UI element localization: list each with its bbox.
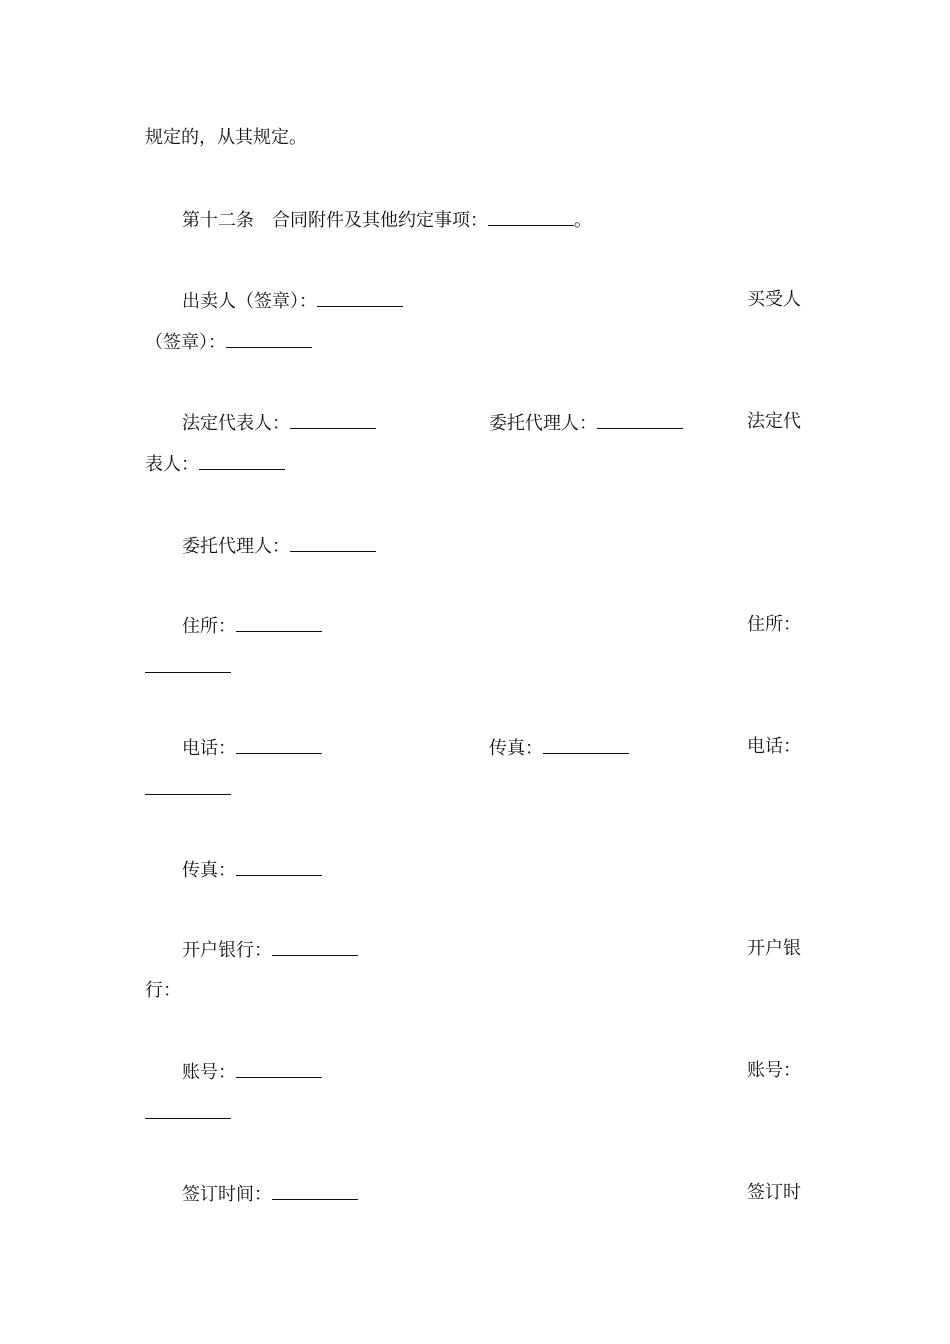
address-label-2: 住所： [747,614,801,635]
fax-label-2: 传真： [182,860,236,881]
sign-time-label-1: 签订时间： [182,1184,272,1205]
blank-line[interactable] [543,735,629,754]
text-line-1: 规定的，从其规定。 [145,127,307,148]
blank-line[interactable] [488,207,574,226]
seller-sign-field [182,288,403,314]
bank-field-1 [182,937,358,963]
agent-field-2 [182,533,376,559]
phone-label-1: 电话： [182,738,236,759]
account-label-1: 账号： [182,1062,236,1083]
blank-line[interactable] [236,857,322,876]
legal-rep-label-2b: 表人： [145,454,199,475]
address-field-1 [182,613,322,639]
blank-line[interactable] [145,776,231,795]
agent-label-2: 委托代理人： [182,536,290,557]
address-field-2 [145,654,231,680]
legal-rep-field-1 [182,410,376,436]
blank-line[interactable] [272,937,358,956]
address-label-1: 住所： [182,616,236,637]
blank-line[interactable] [145,1100,231,1119]
blank-line[interactable] [290,410,376,429]
bank-label-2b: 行： [145,980,181,1001]
blank-line[interactable] [145,654,231,673]
fax-field-1 [489,735,629,761]
bank-label-2a: 开户银 [747,938,801,959]
sign-time-field-1 [182,1181,358,1207]
blank-line[interactable] [236,613,322,632]
account-label-2: 账号： [747,1060,801,1081]
account-field-1 [182,1059,322,1085]
sign-time-label-2: 签订时 [747,1182,801,1203]
legal-rep-label-1: 法定代表人： [182,413,290,434]
phone-field-2 [145,776,231,802]
article-12-period: 。 [574,210,592,231]
blank-line[interactable] [290,533,376,552]
bank-label-1: 开户银行： [182,940,272,961]
fax-field-2 [182,857,322,883]
blank-line[interactable] [236,1059,322,1078]
legal-rep-field-2 [145,451,285,477]
agent-field-1 [489,410,683,436]
blank-line[interactable] [199,451,285,470]
blank-line[interactable] [226,329,312,348]
blank-line[interactable] [317,288,403,307]
buyer-sign-label-b: （签章）： [145,332,226,353]
blank-line[interactable] [272,1181,358,1200]
blank-line[interactable] [597,410,683,429]
account-field-2 [145,1100,231,1126]
fax-label-1: 传真： [489,738,543,759]
article-12-label: 第十二条 合同附件及其他约定事项： [182,210,488,231]
phone-field-1 [182,735,322,761]
article-12 [182,207,592,233]
seller-sign-label: 出卖人（签章）： [182,291,317,312]
buyer-sign-field [145,329,312,355]
agent-label-1: 委托代理人： [489,413,597,434]
blank-line[interactable] [236,735,322,754]
legal-rep-label-2a: 法定代 [747,411,801,432]
buyer-sign-label-a: 买受人 [747,289,801,310]
phone-label-2: 电话： [747,736,801,757]
